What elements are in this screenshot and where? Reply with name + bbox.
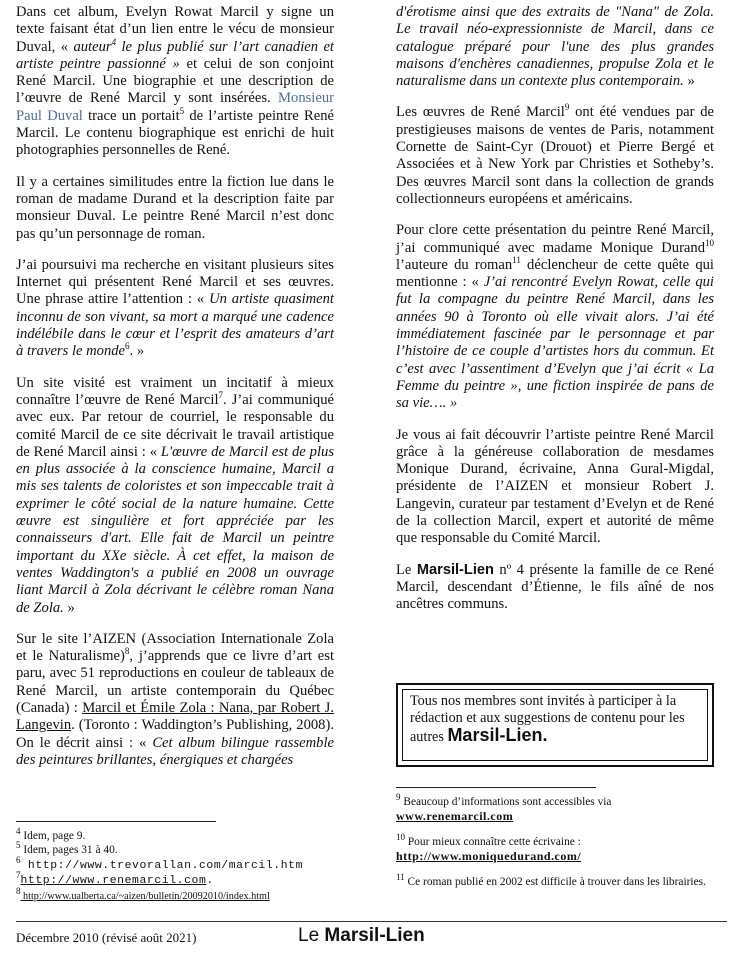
footnotes-right <box>396 792 726 899</box>
trevorallan-link[interactable]: http://www.trevorallan.com/marcil.htm <box>20 859 304 872</box>
footnote-11: $^{11}$ Ce roman publié en 2002 est difficile à trouver dans les librairies. <box>396 871 706 888</box>
left-column <box>16 4 334 783</box>
footnote-7: $^7$http://www.renemarcil.com. <box>16 870 214 888</box>
paragraph-album: Dans cet album, Evelyn Rowat Marcil y signe un texte faisant état d’un lien entre le vécu de monsieur Duval, « auteur$^4$ le plus publié sur l’art canadien et artiste peintre passionné » et celui de son conjoint René Marcil. Une biographie et une description de l’œuvre de René Marcil y sont insérées. Monsieur Paul Duval trace un portait$^5$ de l’artiste peintre René Marcil. Le contenu biographique est enrichi de huit photographies personnelles de René. <box>16 4 334 159</box>
footnote-4: $^4$ Idem, page 9. <box>16 826 86 842</box>
paragraph-ventes: Les œuvres de René Marcil$^9$ ont été vendues par de prestigieuses maisons de ventes de Paris, notamment Cornette de Saint-Cyr (Drouot) et Pierre Bergé et Associées et à New York par Christies et Sotheby’s. Des œuvres Marcil sont dans la collection de grands collectionneurs européens et américains. <box>396 102 714 207</box>
aizen-bulletin-link[interactable]: http://www.ualberta.ca/~aizen/bulletin/20092010/index.html <box>20 890 270 902</box>
paragraph-similitudes: Il y a certaines similitudes entre la fiction lue dans le roman de madame Durand et la description faite par monsieur Duval. Le peintre René Marcil n’est donc pas qu’un personnage de roman. <box>16 173 334 242</box>
footer-rule <box>16 921 727 922</box>
footnote-5: $^5$ Idem, pages 31 à 40. <box>16 840 118 857</box>
footnote-rule-left <box>16 821 216 822</box>
paragraph-aizen: Sur le site l’AIZEN (Association Internationale Zola et le Naturalisme)$^8$, j’apprends que ce livre d’art est paru, avec 51 reproductions en couleur de tableaux de René Marcil, un artiste contemporain du Québec (Canada) : Marcil et Émile Zola : Nana, par Robert J. Langevin. (Toronto : Waddington’s Publishing, 2008). On le décrit ainsi : « Cet album bilingue rassemble des peintures brillantes, énergiques et chargées <box>16 630 335 768</box>
callout-box <box>396 683 714 767</box>
footnote-ref-11[interactable]: 11 <box>512 255 521 265</box>
footnote-8: $^8$ http://www.ualberta.ca/~aizen/bulletin/20092010/index.html <box>16 885 270 902</box>
footnotes-left <box>16 826 346 904</box>
callout-text: Tous nos membres sont invités à participer à la rédaction et aux suggestions de contenu pour les autres Marsil-Lien. <box>410 693 685 745</box>
paragraph-marsil-lien-4: Le Marsil-Lien nº 4 présente la famille de ce René Marcil, descendant d’Étienne, le fils aîné de nos ancêtres communs. <box>396 561 714 613</box>
footer-brand: Le Marsil-Lien <box>298 925 425 946</box>
book-title: Marcil et Émile Zola : Nana, par Robert J. Langevin <box>16 699 334 734</box>
footnote-ref-6[interactable]: 6 <box>125 341 130 352</box>
right-column <box>396 4 714 628</box>
footnote-ref-4[interactable]: 4 <box>111 36 117 47</box>
paragraph-remerciements: Je vous ai fait découvrir l’artiste peintre René Marcil grâce à la généreuse collaboration de mesdames Monique Durand, écrivaine, Anna Gural-Migdal, présidente de l’AIZEN et monsieur Robert J. Langevin, curateur par testament d’Evelyn et de René de la collection Marcil, expert et autorité de même que responsable du Comité Marcil. <box>396 426 714 547</box>
renemarcil-link[interactable]: http://www.renemarcil.com <box>20 875 207 888</box>
paul-duval-link[interactable]: Monsieur Paul Duval <box>16 90 334 124</box>
footnote-10: $^{10}$ Pour mieux connaître cette écrivaine : http://www.moniquedurand.com/ <box>396 832 582 864</box>
paragraph-nana-quote: d'érotisme ainsi que des extraits de "Nana" de Zola. Le travail néo-expressionniste de Marcil, dans ce catalogue préparé pour l'une des plus grandes maisons d'enchères canadiennes, propulse Zola et le naturalisme dans un contexte plus contemporain. » <box>396 4 714 90</box>
moniquedurand-link[interactable]: http://www.moniquedurand.com/ <box>396 849 582 864</box>
marsil-lien-brand: Marsil-Lien <box>416 561 494 578</box>
paragraph-site-visite: Un site visité est vraiment un incitatif à mieux connaître l’œuvre de René Marcil$^7$. J’ai communiqué avec eux. Par retour de courriel, le responsable du comité Marcil de ce site décrivait le travail artistique de René Marcil ainsi : « L'œuvre de Marcil est de plus en plus associée à la conscience humaine, Marcil a mis ses talents de coloristes et son impeccable trait à exprimer le côté social de la nature humaine. Cette œuvre est singulière et fort appréciée par les connaisseurs d'art. Elle fait de Marcil un peintre important du XXe siècle. À cet effet, la maison de ventes Waddington's a publié en 2008 un ouvrage liant Marcil à Zola décrivant le célèbre roman Nana de Zola. » <box>16 374 334 616</box>
paragraph-durand: Pour clore cette présentation du peintre René Marcil, j’ai communiqué avec madame Monique Durand$^{10}$ l’auteure du roman$^{11}$ déclencheur de cette quête qui mentionne : « J’ai rencontré Evelyn Rowat, celle qui fut la compagne du peintre René Marcil, dans les années 90 à Toronto où elle vivait alors. J’ai été immédiatement fascinée par le personnage et par l’histoire de ce couple d’artistes hors du commun. Et c’est avec l’assentiment d’Evelyn que j’ai écrit « La Femme du peintre », une fiction inspirée de pans de sa vie…. » <box>396 222 714 412</box>
footnote-rule-right <box>396 787 596 788</box>
footnote-ref-9[interactable]: 9 <box>564 102 570 113</box>
footnote-ref-10[interactable]: 10 <box>705 237 714 248</box>
footnote-ref-7[interactable]: 7 <box>218 390 223 401</box>
footnote-ref-5[interactable]: 5 <box>179 105 185 116</box>
renemarcil-link-bold[interactable]: www.renemarcil.com <box>396 809 514 824</box>
callout-brand: Marsil-Lien. <box>447 725 548 745</box>
paragraph-recherche: J’ai poursuivi ma recherche en visitant plusieurs sites Internet qui présentent René Marcil et ses œuvres. Une phrase attire l’attention : « Un artiste quasiment inconnu de son vivant, sa mort a marqué une cadence indélébile dans le cœur et l’esprit des amateurs d’art à travers le monde$^6$. » <box>16 256 334 360</box>
footnote-ref-8[interactable]: 8 <box>124 646 130 657</box>
footnote-9: $^9$ Beaucoup d’informations sont accessibles via www.renemarcil.com <box>396 792 612 824</box>
footer-date: Décembre 2010 (révisé août 2021) <box>16 930 197 945</box>
footnote-6: $^6$ http://www.trevorallan.com/marcil.htm <box>16 855 304 872</box>
